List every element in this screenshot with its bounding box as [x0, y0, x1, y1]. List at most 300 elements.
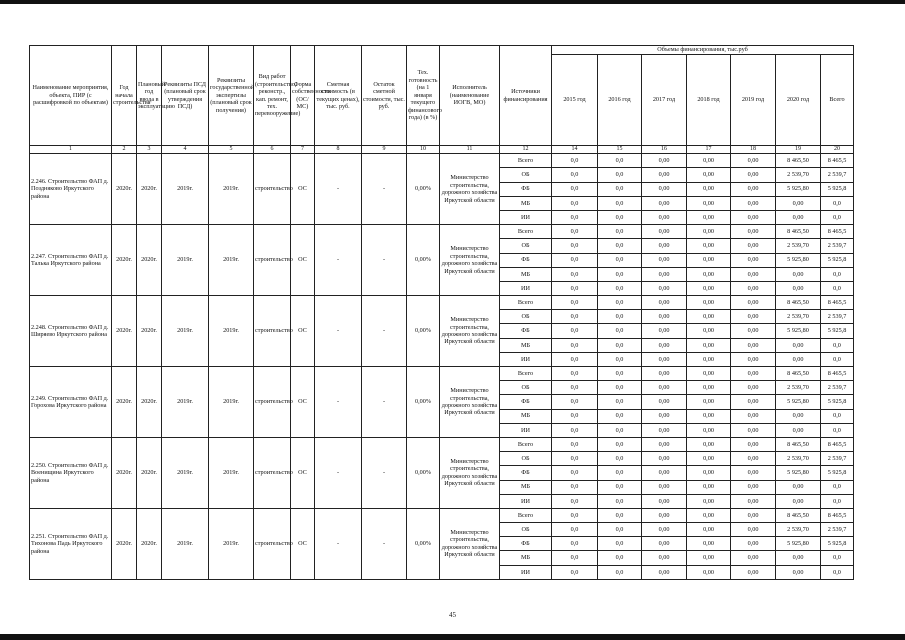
funding-value: 2 539,70	[776, 523, 821, 537]
funding-value: 0,00	[687, 196, 731, 210]
funding-source: МБ	[500, 551, 552, 565]
funding-value: 0,0	[552, 381, 598, 395]
funding-value: 0,0	[552, 182, 598, 196]
funding-value: 0,00	[731, 452, 776, 466]
funding-value: 0,00	[642, 523, 687, 537]
funding-value: 0,00	[687, 395, 731, 409]
funding-value: 0,00	[642, 551, 687, 565]
funding-value: 0,00	[642, 154, 687, 168]
funding-value: 0,00	[776, 565, 821, 579]
funding-value: 0,0	[552, 395, 598, 409]
funding-source: Всего	[500, 508, 552, 522]
column-number: 3	[137, 146, 162, 154]
table-body	[30, 154, 854, 580]
funding-value: 0,0	[598, 253, 642, 267]
funding-value: 0,00	[731, 551, 776, 565]
object-year-start: 2020г.	[112, 154, 137, 225]
funding-value: 0,0	[552, 523, 598, 537]
funding-source: ИИ	[500, 423, 552, 437]
funding-value: 8 465,50	[776, 225, 821, 239]
funding-value: 0,00	[731, 352, 776, 366]
funding-value: 0,0	[598, 296, 642, 310]
funding-value: 0,00	[687, 267, 731, 281]
funding-value: 0,0	[552, 423, 598, 437]
funding-value: 0,0	[821, 565, 854, 579]
funding-value: 0,00	[687, 310, 731, 324]
header-readiness: Тех. готовность (на 1 января текущего финансового года) (в %)	[407, 46, 440, 146]
object-expertise: 2019г.	[209, 437, 254, 508]
funding-value: 0,00	[731, 381, 776, 395]
funding-value: 0,00	[687, 466, 731, 480]
funding-source: Всего	[500, 154, 552, 168]
column-number: 4	[162, 146, 209, 154]
funding-table	[29, 45, 854, 580]
object-estimate: -	[315, 225, 362, 296]
funding-value: 0,0	[598, 494, 642, 508]
funding-value: 0,00	[687, 225, 731, 239]
object-work-type: строительство	[254, 296, 291, 367]
funding-value: 0,00	[642, 168, 687, 182]
funding-value: 0,0	[552, 466, 598, 480]
funding-source: ОБ	[500, 239, 552, 253]
object-remainder: -	[362, 367, 407, 438]
funding-value: 0,0	[598, 565, 642, 579]
funding-source: ОБ	[500, 381, 552, 395]
header-expertise: Реквизиты государственной экспертизы (плановый срок получения)	[209, 46, 254, 146]
column-number: 20	[821, 146, 854, 154]
object-estimate: -	[315, 296, 362, 367]
funding-value: 0,00	[687, 324, 731, 338]
funding-source: Всего	[500, 437, 552, 451]
column-number: 11	[440, 146, 500, 154]
funding-value: 0,00	[687, 296, 731, 310]
object-year-commission: 2020г.	[137, 296, 162, 367]
header-year: 2016 год	[598, 55, 642, 146]
funding-value: 0,00	[687, 565, 731, 579]
funding-value: 0,00	[642, 338, 687, 352]
object-name: 2.247. Строительство ФАП д. Талька Иркутского района	[30, 225, 112, 296]
funding-value: 0,00	[731, 168, 776, 182]
funding-source: Всего	[500, 296, 552, 310]
funding-value: 8 465,5	[821, 437, 854, 451]
funding-value: 0,00	[731, 267, 776, 281]
funding-value: 0,0	[598, 466, 642, 480]
funding-value: 0,0	[598, 423, 642, 437]
column-number: 10	[407, 146, 440, 154]
column-number: 19	[776, 146, 821, 154]
funding-value: 0,0	[598, 480, 642, 494]
funding-value: 0,00	[687, 494, 731, 508]
funding-value: 8 465,50	[776, 437, 821, 451]
object-ownership: ОС	[291, 154, 315, 225]
funding-value: 0,00	[642, 466, 687, 480]
funding-value: 0,00	[687, 508, 731, 522]
funding-value: 0,0	[598, 523, 642, 537]
funding-value: 0,00	[642, 381, 687, 395]
column-number: 8	[315, 146, 362, 154]
object-readiness: 0,00%	[407, 225, 440, 296]
object-readiness: 0,00%	[407, 296, 440, 367]
object-remainder: -	[362, 508, 407, 579]
object-work-type: строительство	[254, 154, 291, 225]
funding-source: ОБ	[500, 168, 552, 182]
funding-value: 0,00	[731, 537, 776, 551]
funding-value: 0,0	[552, 296, 598, 310]
object-ownership: ОС	[291, 508, 315, 579]
funding-value: 0,0	[598, 267, 642, 281]
funding-value: 0,00	[642, 310, 687, 324]
funding-value: 2 539,70	[776, 239, 821, 253]
header-total: Всего	[821, 55, 854, 146]
funding-value: 0,0	[598, 324, 642, 338]
funding-value: 0,0	[598, 196, 642, 210]
object-name: 2.248. Строительство ФАП д. Ширяево Иркутского района	[30, 296, 112, 367]
funding-value: 0,00	[776, 338, 821, 352]
funding-value: 0,0	[598, 225, 642, 239]
funding-value: 0,00	[687, 381, 731, 395]
funding-value: 0,00	[687, 423, 731, 437]
funding-value: 0,00	[687, 352, 731, 366]
object-ownership: ОС	[291, 437, 315, 508]
funding-value: 0,00	[642, 537, 687, 551]
funding-value: 0,0	[821, 338, 854, 352]
funding-value: 0,00	[776, 196, 821, 210]
object-work-type: строительство	[254, 367, 291, 438]
funding-value: 0,00	[642, 225, 687, 239]
funding-value: 0,00	[687, 210, 731, 224]
object-psd: 2019г.	[162, 367, 209, 438]
funding-value: 0,00	[642, 210, 687, 224]
funding-value: 0,0	[552, 210, 598, 224]
funding-value: 0,00	[642, 395, 687, 409]
funding-source: ОБ	[500, 523, 552, 537]
object-psd: 2019г.	[162, 225, 209, 296]
funding-value: 2 539,7	[821, 168, 854, 182]
funding-value: 0,00	[687, 281, 731, 295]
funding-source: ОБ	[500, 452, 552, 466]
column-number: 12	[500, 146, 552, 154]
funding-value: 0,0	[821, 551, 854, 565]
funding-value: 0,00	[642, 352, 687, 366]
funding-value: 0,0	[552, 281, 598, 295]
object-readiness: 0,00%	[407, 367, 440, 438]
header-year: 2019 год	[731, 55, 776, 146]
table-row	[30, 437, 854, 451]
header-funding-group: Объемы финансирования, тыс.руб	[552, 46, 854, 55]
header-executor: Исполнитель (наименование ИОГВ, МО)	[440, 46, 500, 146]
object-year-commission: 2020г.	[137, 437, 162, 508]
funding-value: 0,0	[552, 352, 598, 366]
object-year-start: 2020г.	[112, 225, 137, 296]
object-estimate: -	[315, 508, 362, 579]
funding-value: 0,00	[642, 253, 687, 267]
funding-value: 0,00	[642, 239, 687, 253]
object-name: 2.250. Строительство ФАП д. Военищина Иркутского района	[30, 437, 112, 508]
funding-value: 0,0	[552, 437, 598, 451]
funding-value: 0,0	[552, 338, 598, 352]
funding-value: 0,00	[731, 296, 776, 310]
funding-value: 0,00	[687, 480, 731, 494]
funding-value: 0,0	[552, 508, 598, 522]
funding-value: 0,00	[642, 324, 687, 338]
object-executor: Министерство строительства, дорожного хозяйства Иркутской области	[440, 296, 500, 367]
column-number: 2	[112, 146, 137, 154]
header-year: 2018 год	[687, 55, 731, 146]
object-year-commission: 2020г.	[137, 508, 162, 579]
funding-value: 2 539,70	[776, 168, 821, 182]
funding-value: 0,00	[731, 437, 776, 451]
column-number: 9	[362, 146, 407, 154]
object-expertise: 2019г.	[209, 225, 254, 296]
column-number: 6	[254, 146, 291, 154]
funding-source: ФБ	[500, 537, 552, 551]
funding-value: 0,00	[687, 168, 731, 182]
object-ownership: ОС	[291, 367, 315, 438]
funding-value: 0,0	[552, 452, 598, 466]
funding-value: 0,0	[552, 409, 598, 423]
object-executor: Министерство строительства, дорожного хозяйства Иркутской области	[440, 437, 500, 508]
funding-value: 2 539,70	[776, 452, 821, 466]
funding-value: 0,00	[642, 452, 687, 466]
funding-value: 0,00	[687, 338, 731, 352]
funding-value: 0,00	[731, 395, 776, 409]
funding-value: 0,0	[552, 168, 598, 182]
funding-value: 0,00	[776, 352, 821, 366]
funding-value: 0,00	[776, 551, 821, 565]
funding-value: 5 925,8	[821, 466, 854, 480]
funding-value: 2 539,70	[776, 310, 821, 324]
object-psd: 2019г.	[162, 508, 209, 579]
funding-value: 0,00	[731, 154, 776, 168]
funding-value: 0,00	[687, 537, 731, 551]
funding-value: 0,00	[642, 494, 687, 508]
funding-value: 0,0	[821, 281, 854, 295]
object-psd: 2019г.	[162, 154, 209, 225]
funding-value: 0,00	[731, 239, 776, 253]
funding-source: ИИ	[500, 210, 552, 224]
funding-value: 8 465,50	[776, 296, 821, 310]
header-estimate: Сметная стоимость (в текущих ценах), тыс. руб.	[315, 46, 362, 146]
table-row	[30, 508, 854, 522]
funding-value: 0,0	[598, 452, 642, 466]
funding-value: 0,00	[731, 253, 776, 267]
funding-value: 0,0	[598, 281, 642, 295]
funding-value: 8 465,5	[821, 508, 854, 522]
object-readiness: 0,00%	[407, 508, 440, 579]
funding-source: ФБ	[500, 466, 552, 480]
object-work-type: строительство	[254, 508, 291, 579]
funding-value: 0,00	[687, 154, 731, 168]
funding-source: МБ	[500, 196, 552, 210]
object-readiness: 0,00%	[407, 154, 440, 225]
column-number: 14	[552, 146, 598, 154]
header-year: 2015 год	[552, 55, 598, 146]
funding-value: 0,00	[776, 423, 821, 437]
funding-value: 8 465,50	[776, 367, 821, 381]
funding-value: 8 465,5	[821, 154, 854, 168]
funding-value: 5 925,8	[821, 253, 854, 267]
object-work-type: строительство	[254, 225, 291, 296]
object-year-commission: 2020г.	[137, 154, 162, 225]
funding-value: 0,0	[552, 367, 598, 381]
funding-value: 0,00	[731, 466, 776, 480]
funding-source: Всего	[500, 367, 552, 381]
funding-value: 5 925,80	[776, 537, 821, 551]
object-name: 2.249. Строительство ФАП д. Горохова Иркутского района	[30, 367, 112, 438]
funding-value: 5 925,8	[821, 395, 854, 409]
object-expertise: 2019г.	[209, 367, 254, 438]
column-number: 15	[598, 146, 642, 154]
funding-value: 5 925,8	[821, 324, 854, 338]
funding-value: 0,00	[731, 281, 776, 295]
funding-value: 0,0	[552, 239, 598, 253]
funding-value: 0,00	[687, 182, 731, 196]
funding-source: МБ	[500, 338, 552, 352]
table-row	[30, 225, 854, 239]
funding-value: 0,0	[598, 338, 642, 352]
column-numbers-row	[30, 146, 854, 154]
funding-source: ФБ	[500, 182, 552, 196]
table-row	[30, 367, 854, 381]
funding-value: 0,0	[552, 480, 598, 494]
header-psd: Реквизиты ПСД (плановый срок утверждения ПСД)	[162, 46, 209, 146]
funding-value: 0,00	[687, 551, 731, 565]
funding-value: 0,00	[731, 508, 776, 522]
funding-value: 0,0	[552, 253, 598, 267]
funding-value: 8 465,5	[821, 367, 854, 381]
funding-value: 0,00	[642, 367, 687, 381]
object-name: 2.246. Строительство ФАП д. Поздняково Иркутского района	[30, 154, 112, 225]
funding-value: 0,00	[776, 494, 821, 508]
header-year-start: Год начала строительства	[112, 46, 137, 146]
funding-value: 0,00	[731, 338, 776, 352]
funding-source: ИИ	[500, 494, 552, 508]
funding-value: 0,00	[731, 225, 776, 239]
funding-value: 0,00	[731, 210, 776, 224]
funding-value: 0,0	[598, 551, 642, 565]
header-remainder: Остаток сметной стоимости, тыс. руб.	[362, 46, 407, 146]
funding-value: 0,0	[821, 267, 854, 281]
funding-value: 5 925,80	[776, 466, 821, 480]
funding-value: 0,00	[687, 523, 731, 537]
column-number: 1	[30, 146, 112, 154]
funding-value: 0,00	[776, 480, 821, 494]
funding-value: 0,0	[552, 324, 598, 338]
funding-value: 2 539,7	[821, 310, 854, 324]
table-row	[30, 154, 854, 168]
funding-value: 5 925,80	[776, 182, 821, 196]
funding-value: 0,0	[552, 267, 598, 281]
object-remainder: -	[362, 296, 407, 367]
object-name: 2.251. Строительство ФАП д. Тихонова Падь Иркутского района	[30, 508, 112, 579]
funding-value: 8 465,50	[776, 154, 821, 168]
funding-value: 0,0	[598, 210, 642, 224]
object-estimate: -	[315, 367, 362, 438]
header-name: Наименование мероприятия, объекта, ПИР (с расшифровкой по объектам)	[30, 46, 112, 146]
object-expertise: 2019г.	[209, 154, 254, 225]
funding-value: 0,00	[731, 409, 776, 423]
funding-value: 0,00	[776, 210, 821, 224]
funding-value: 0,0	[598, 310, 642, 324]
funding-value: 5 925,8	[821, 537, 854, 551]
funding-value: 0,00	[687, 239, 731, 253]
column-number: 7	[291, 146, 315, 154]
header-year-commission: Плановый год ввода в эксплуатацию	[137, 46, 162, 146]
funding-value: 0,0	[821, 352, 854, 366]
funding-value: 0,0	[598, 367, 642, 381]
header-ownership: Форма собственности (ОС/МС)	[291, 46, 315, 146]
funding-value: 0,0	[598, 409, 642, 423]
object-psd: 2019г.	[162, 296, 209, 367]
object-executor: Министерство строительства, дорожного хозяйства Иркутской области	[440, 154, 500, 225]
object-year-commission: 2020г.	[137, 367, 162, 438]
funding-value: 0,0	[598, 508, 642, 522]
funding-value: 2 539,70	[776, 381, 821, 395]
funding-source: ИИ	[500, 281, 552, 295]
header-year: 2017 год	[642, 55, 687, 146]
funding-value: 0,00	[642, 296, 687, 310]
funding-value: 0,0	[552, 310, 598, 324]
object-work-type: строительство	[254, 437, 291, 508]
page-number: 45	[449, 611, 456, 619]
funding-value: 0,00	[687, 409, 731, 423]
funding-value: 8 465,5	[821, 296, 854, 310]
object-readiness: 0,00%	[407, 437, 440, 508]
object-year-start: 2020г.	[112, 508, 137, 579]
funding-source: ИИ	[500, 565, 552, 579]
column-number: 18	[731, 146, 776, 154]
funding-value: 0,0	[552, 494, 598, 508]
column-number: 5	[209, 146, 254, 154]
funding-value: 8 465,5	[821, 225, 854, 239]
funding-value: 5 925,8	[821, 182, 854, 196]
object-executor: Министерство строительства, дорожного хозяйства Иркутской области	[440, 225, 500, 296]
funding-value: 5 925,80	[776, 253, 821, 267]
funding-value: 0,0	[598, 168, 642, 182]
funding-value: 8 465,50	[776, 508, 821, 522]
funding-source: МБ	[500, 480, 552, 494]
header-year: 2020 год	[776, 55, 821, 146]
funding-value: 0,00	[642, 437, 687, 451]
funding-value: 0,00	[731, 196, 776, 210]
object-estimate: -	[315, 437, 362, 508]
page-bottom-border	[0, 634, 905, 640]
funding-value: 0,00	[642, 565, 687, 579]
funding-source: ФБ	[500, 395, 552, 409]
object-year-start: 2020г.	[112, 296, 137, 367]
object-year-start: 2020г.	[112, 367, 137, 438]
funding-value: 0,0	[821, 494, 854, 508]
funding-value: 0,0	[552, 196, 598, 210]
object-remainder: -	[362, 225, 407, 296]
object-executor: Министерство строительства, дорожного хозяйства Иркутской области	[440, 508, 500, 579]
funding-value: 5 925,80	[776, 324, 821, 338]
funding-value: 0,00	[642, 182, 687, 196]
funding-value: 0,0	[598, 437, 642, 451]
page-top-border	[0, 0, 905, 4]
funding-value: 0,00	[731, 423, 776, 437]
funding-value: 0,0	[552, 537, 598, 551]
object-remainder: -	[362, 437, 407, 508]
funding-value: 0,00	[731, 310, 776, 324]
object-executor: Министерство строительства, дорожного хозяйства Иркутской области	[440, 367, 500, 438]
object-estimate: -	[315, 154, 362, 225]
funding-value: 0,0	[598, 182, 642, 196]
header-sources: Источники финансирования	[500, 46, 552, 146]
funding-value: 2 539,7	[821, 381, 854, 395]
funding-value: 0,0	[552, 225, 598, 239]
funding-source: МБ	[500, 409, 552, 423]
